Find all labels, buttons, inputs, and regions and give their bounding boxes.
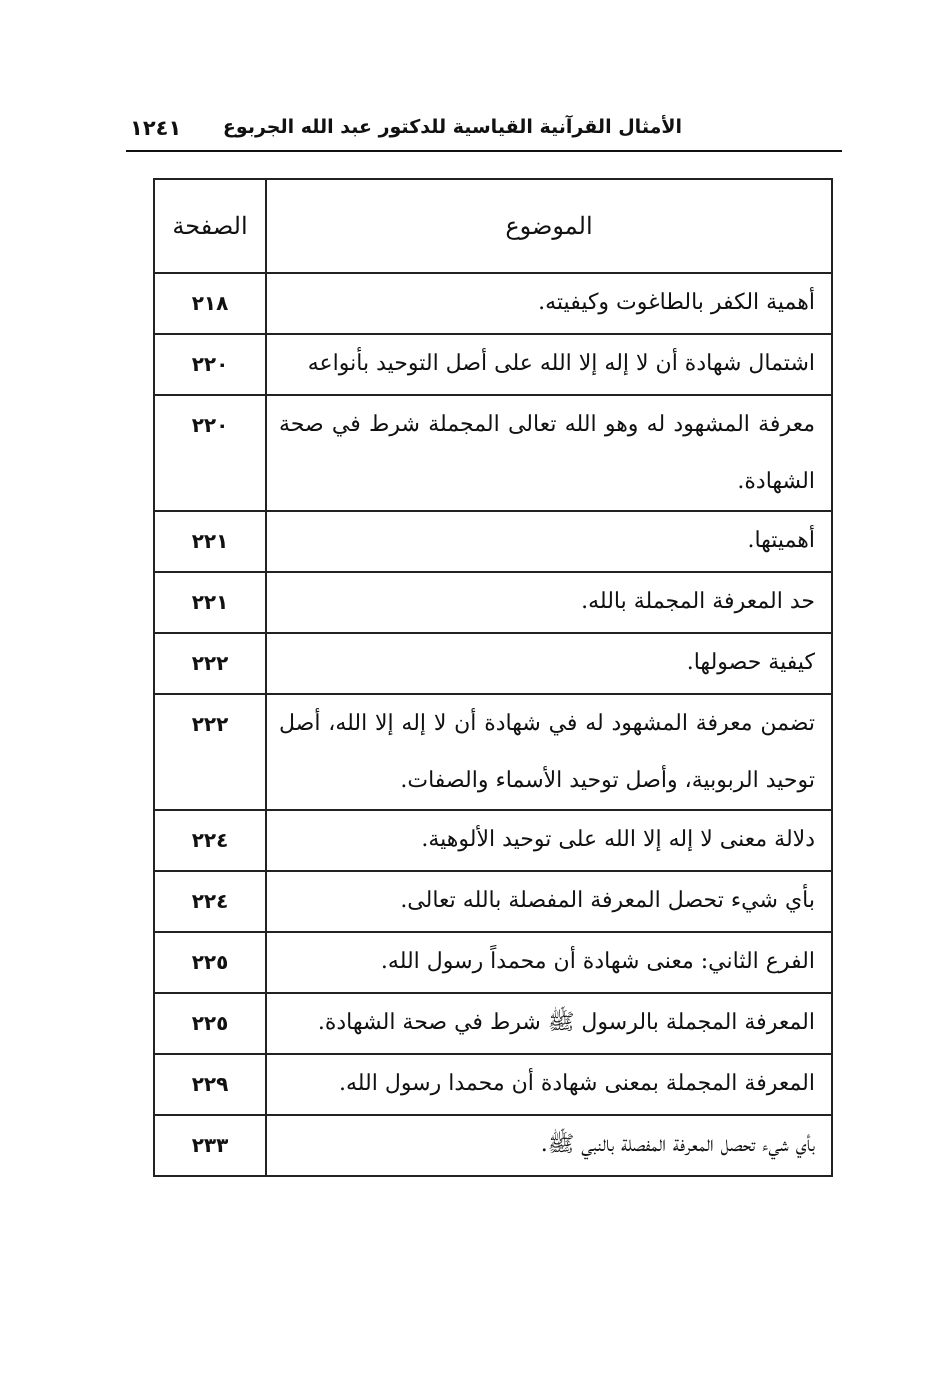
toc-topic: بأي شيء تحصل المعرفة المفصلة بالله تعالى. xyxy=(266,871,832,932)
toc-topic: أهميتها. xyxy=(266,511,832,572)
toc-page: ٢٢٤ xyxy=(154,810,266,871)
toc-topic: أهمية الكفر بالطاغوت وكيفيته. xyxy=(266,273,832,334)
toc-page: ٢١٨ xyxy=(154,273,266,334)
toc-row xyxy=(154,572,832,633)
toc-topic: اشتمال شهادة أن لا إله إلا الله على أصل التوحيد بأنواعه xyxy=(266,334,832,395)
toc-table xyxy=(153,178,833,1177)
toc-page: ٢٣٣ xyxy=(154,1115,266,1176)
toc-row xyxy=(154,273,832,334)
toc-row xyxy=(154,633,832,694)
toc-page: ٢٢٩ xyxy=(154,1054,266,1115)
toc-topic: تضمن معرفة المشهود له في شهادة أن لا إله إلا الله، أصل توحيد الربوبية، وأصل توحيد الأسماء والصفات. xyxy=(266,694,832,810)
toc-row xyxy=(154,871,832,932)
toc-page: ٢٢٢ xyxy=(154,633,266,694)
toc-page: ٢٢٤ xyxy=(154,871,266,932)
toc-topic: حد المعرفة المجملة بالله. xyxy=(266,572,832,633)
toc-topic: كيفية حصولها. xyxy=(266,633,832,694)
toc-page: ٢٢٠ xyxy=(154,334,266,395)
page-number: ١٢٤١ xyxy=(130,116,182,140)
topic-column-header: الموضوع xyxy=(266,179,832,273)
toc-row xyxy=(154,694,832,810)
toc-topic: المعرفة المجملة بمعنى شهادة أن محمدا رسول الله. xyxy=(266,1054,832,1115)
toc-row xyxy=(154,511,832,572)
toc-page: ٢٢٥ xyxy=(154,932,266,993)
toc-page: ٢٢٢ xyxy=(154,694,266,810)
toc-topic: بأي شيء تحصل المعرفة المفصلة بالنبي ﷺ. xyxy=(266,1115,832,1176)
toc-row xyxy=(154,993,832,1054)
page-column-header: الصفحة xyxy=(154,179,266,273)
toc-row xyxy=(154,810,832,871)
toc-header-row xyxy=(154,179,832,273)
running-title: الأمثال القرآنية القياسية للدكتور عبد الله الجربوع xyxy=(222,116,682,138)
toc-topic: معرفة المشهود له وهو الله تعالى المجملة شرط في صحة الشهادة. xyxy=(266,395,832,511)
toc-row xyxy=(154,1054,832,1115)
toc-page: ٢٢٥ xyxy=(154,993,266,1054)
toc-topic: دلالة معنى لا إله إلا الله على توحيد الألوهية. xyxy=(266,810,832,871)
toc-topic: الفرع الثاني: معنى شهادة أن محمداً رسول الله. xyxy=(266,932,832,993)
page-header xyxy=(126,110,842,152)
toc-page: ٢٢١ xyxy=(154,572,266,633)
toc-row xyxy=(154,395,832,511)
toc-row xyxy=(154,932,832,993)
toc-page: ٢٢٠ xyxy=(154,395,266,511)
toc-body xyxy=(154,273,832,1176)
toc-row xyxy=(154,1115,832,1176)
toc-row xyxy=(154,334,832,395)
toc-page: ٢٢١ xyxy=(154,511,266,572)
toc-topic: المعرفة المجملة بالرسول ﷺ شرط في صحة الشهادة. xyxy=(266,993,832,1054)
